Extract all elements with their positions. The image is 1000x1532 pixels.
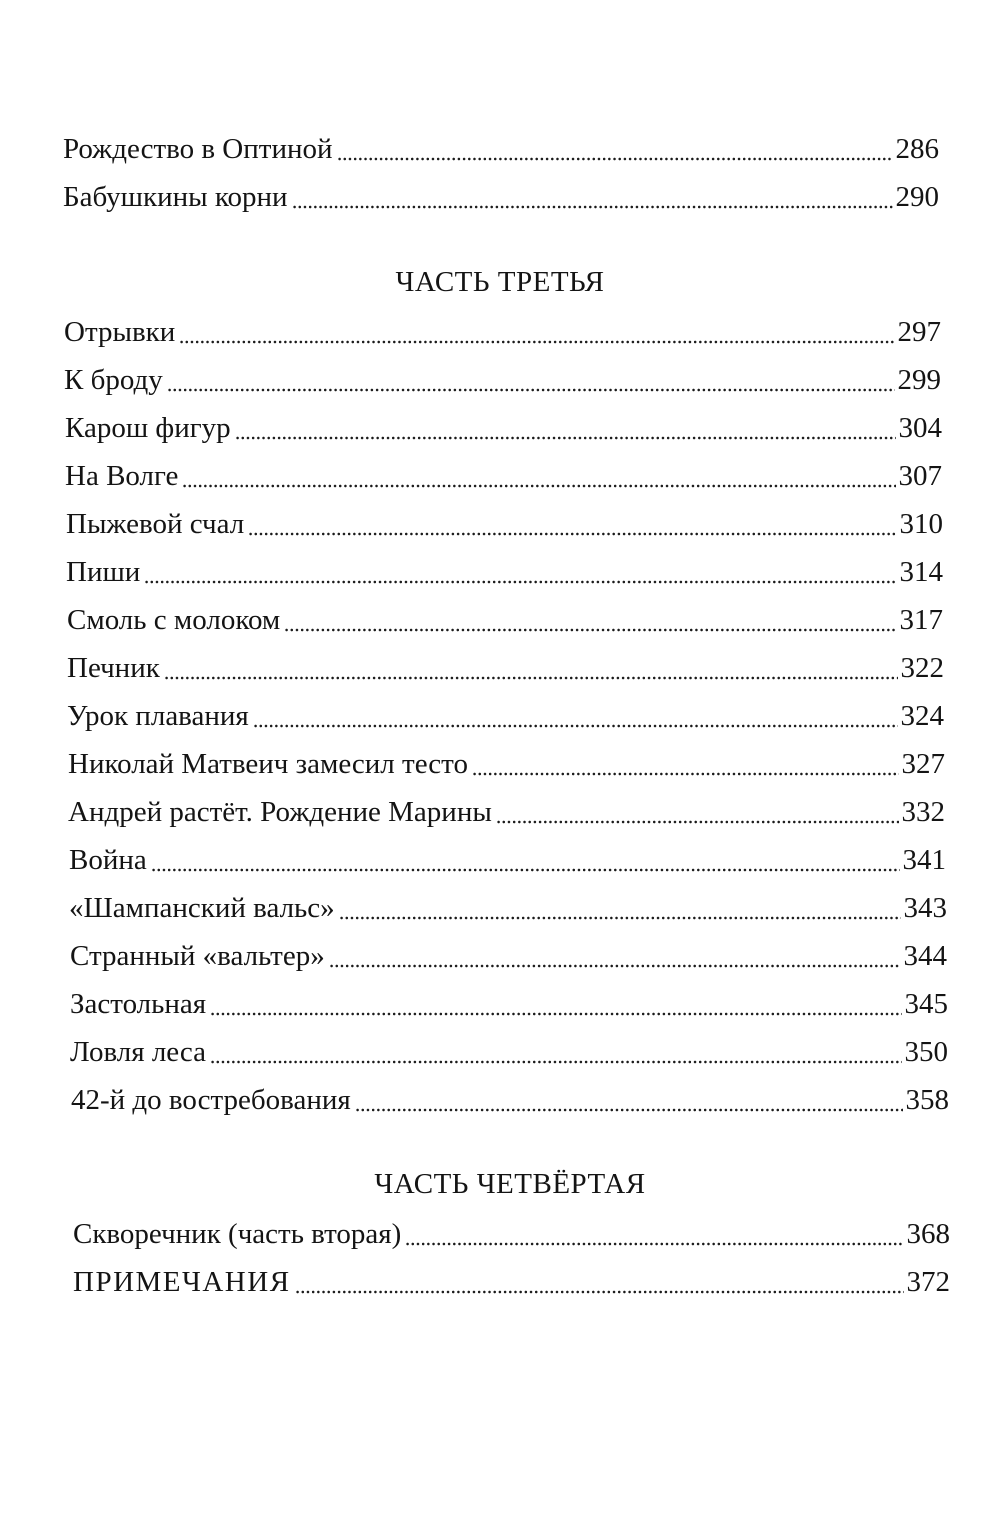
dot-leader: [182, 484, 895, 488]
toc-entry-title: На Волге: [65, 460, 179, 492]
toc-entry-title: К броду: [64, 364, 163, 396]
dot-leader: [167, 388, 895, 392]
toc-entry[interactable]: [68, 742, 945, 786]
toc-entry[interactable]: [63, 175, 939, 219]
toc-entry-page: 290: [895, 181, 939, 213]
toc-entry[interactable]: [64, 358, 941, 402]
dot-leader: [248, 532, 896, 536]
toc-entry[interactable]: [70, 982, 948, 1026]
toc-entry-page: 310: [899, 508, 943, 540]
toc-entry-page: 307: [898, 460, 942, 492]
dot-leader: [496, 820, 899, 824]
toc-entry-page: 368: [906, 1218, 950, 1250]
toc-entry-page: 314: [899, 556, 943, 588]
toc-entry-title: Ловля леса: [70, 1036, 206, 1068]
toc-entry-page: 297: [897, 316, 941, 348]
dot-leader: [210, 1012, 901, 1016]
toc-entry-page: 343: [903, 892, 947, 924]
toc-entry-title: Странный «вальтер»: [70, 940, 325, 972]
toc-entry-title: Смоль с молоком: [67, 604, 281, 636]
dot-leader: [253, 724, 898, 728]
toc-entry[interactable]: [68, 790, 945, 834]
toc-entry[interactable]: [69, 838, 946, 882]
dot-leader: [472, 772, 899, 776]
toc-entry-title: ПРИМЕЧАНИЯ: [73, 1266, 291, 1298]
toc-entry-page: 304: [898, 412, 942, 444]
toc-entry-page: 299: [897, 364, 941, 396]
toc-entry-title: Николай Матвеич замесил тесто: [68, 748, 468, 780]
toc-entry-page: 372: [906, 1266, 950, 1298]
toc-entry-title: 42-й до востребования: [71, 1084, 351, 1116]
toc-entry[interactable]: [65, 406, 942, 450]
dot-leader: [151, 868, 900, 872]
dot-leader: [164, 676, 898, 680]
toc-entry-title: Застольная: [70, 988, 207, 1020]
part-four-heading: ЧАСТЬ ЧЕТВЁРТАЯ: [374, 1168, 646, 1200]
toc-entry-title: Урок плавания: [67, 700, 249, 732]
toc-entry[interactable]: [69, 886, 947, 930]
toc-entry-page: 286: [895, 133, 939, 165]
toc-entry-page: 322: [900, 652, 944, 684]
dot-leader: [355, 1108, 903, 1112]
toc-entry[interactable]: [73, 1212, 950, 1256]
toc-entry-title: Карош фигур: [65, 412, 231, 444]
part-three-heading: ЧАСТЬ ТРЕТЬЯ: [395, 266, 605, 298]
toc-entry-page: 345: [904, 988, 948, 1020]
toc-entry-page: 350: [904, 1036, 948, 1068]
dot-leader: [210, 1060, 902, 1064]
toc-entry-title: Война: [69, 844, 147, 876]
toc-entry-title: Отрывки: [64, 316, 176, 348]
toc-entry[interactable]: [70, 1030, 948, 1074]
dot-leader: [235, 436, 896, 440]
toc-entry-page: 327: [901, 748, 945, 780]
toc-entry-title: «Шампанский вальс»: [69, 892, 335, 924]
dot-leader: [329, 964, 901, 968]
toc-entry-page: 358: [905, 1084, 949, 1116]
toc-entry-title: Андрей растёт. Рождение Марины: [68, 796, 492, 828]
toc-entry[interactable]: [63, 127, 939, 171]
dot-leader: [339, 916, 901, 920]
toc-entry[interactable]: [64, 310, 941, 354]
toc-entry-page: 317: [899, 604, 943, 636]
toc-entry-title: Пиши: [66, 556, 141, 588]
toc-entry[interactable]: [70, 934, 947, 978]
dot-leader: [179, 340, 894, 344]
dot-leader: [144, 580, 896, 584]
toc-entry-page: 344: [903, 940, 947, 972]
dot-leader: [284, 628, 896, 632]
toc-entry-title: Скворечник (часть вторая): [73, 1218, 402, 1250]
toc-entry-page: 324: [900, 700, 944, 732]
toc-entry[interactable]: [65, 454, 942, 498]
dot-leader: [405, 1242, 903, 1246]
toc-entry[interactable]: [66, 502, 943, 546]
toc-entry-page: 332: [901, 796, 945, 828]
toc-entry[interactable]: [66, 550, 943, 594]
dot-leader: [337, 157, 893, 161]
toc-entry[interactable]: [67, 646, 944, 690]
toc-entry[interactable]: [71, 1078, 949, 1122]
dot-leader: [295, 1290, 904, 1294]
toc-entry-notes[interactable]: [73, 1260, 950, 1304]
toc-entry-title: Бабушкины корни: [63, 181, 288, 213]
toc-entry[interactable]: [67, 694, 944, 738]
toc-entry-title: Пыжевой счал: [66, 508, 245, 540]
toc-entry[interactable]: [67, 598, 943, 642]
toc-entry-page: 341: [902, 844, 946, 876]
toc-entry-title: Рождество в Оптиной: [63, 133, 333, 165]
toc-entry-title: Печник: [67, 652, 160, 684]
dot-leader: [292, 205, 893, 209]
